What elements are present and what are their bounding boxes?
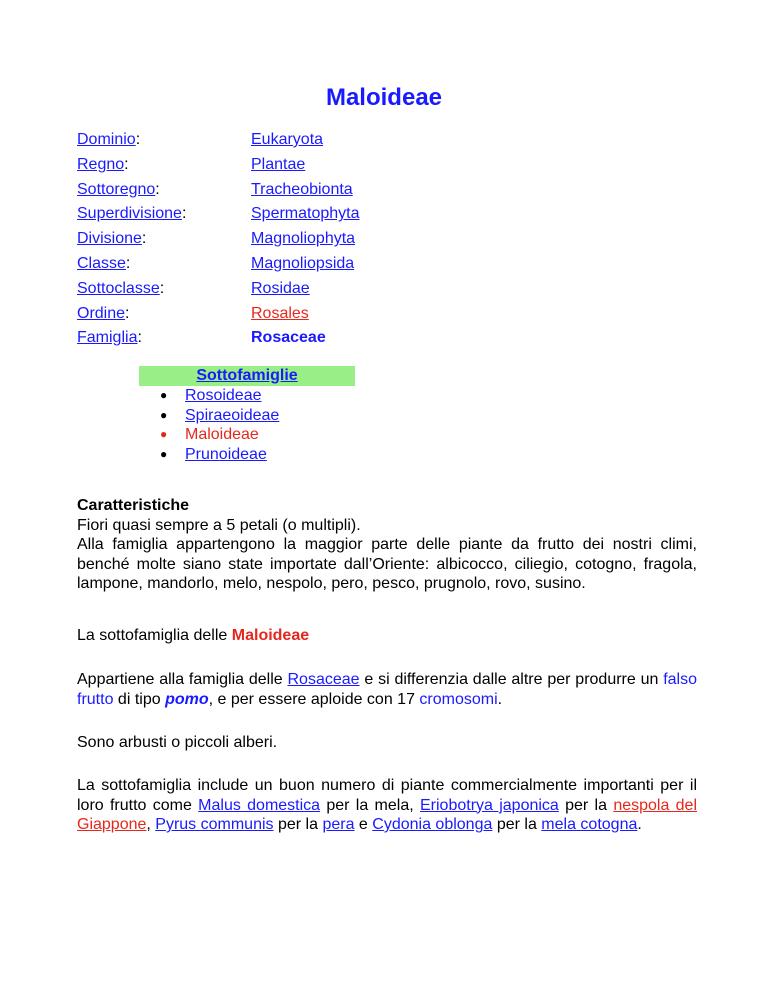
rank-link-sottoregno[interactable]: Sottoregno: [77, 180, 156, 198]
value-link-eukaryota[interactable]: Eukaryota: [251, 131, 324, 148]
p1-text-3: di tipo: [113, 690, 166, 708]
value-link-magnoliophyta[interactable]: Magnoliophyta: [251, 230, 356, 248]
colon: :: [125, 254, 131, 272]
link-pera[interactable]: pera: [322, 816, 355, 833]
p1-text-4: , e per essere aploide con 17: [208, 690, 420, 708]
value-link-rosales[interactable]: Rosales: [251, 304, 309, 322]
pomo-emphasis: pomo: [165, 690, 209, 708]
characteristics-heading: Caratteristiche: [77, 497, 190, 514]
list-item: [139, 445, 355, 465]
link-cromosomi[interactable]: cromosomi: [419, 690, 498, 708]
p3-text-7: per la: [492, 816, 542, 833]
bullet-icon: ●: [160, 388, 168, 402]
p3-text-2: per la mela,: [320, 796, 420, 814]
subfamily-link-spiraeoideae[interactable]: Spiraeoideae: [185, 406, 280, 424]
colon: :: [155, 180, 160, 198]
rank-link-sottoclasse[interactable]: Sottoclasse: [77, 279, 160, 297]
list-item: [139, 386, 355, 406]
subfamily-maloideae-current[interactable]: Maloideae: [185, 426, 259, 443]
page-title: Maloideae: [325, 84, 443, 111]
link-malus-domestica[interactable]: Malus domestica: [198, 796, 321, 814]
link-mela-cotogna[interactable]: mela cotogna: [541, 816, 638, 833]
value-link-plantae[interactable]: Plantae: [251, 155, 306, 173]
p1-text-5: .: [497, 690, 503, 708]
rank-link-famiglia[interactable]: Famiglia: [77, 329, 138, 347]
value-rosaceae: Rosaceae: [251, 329, 326, 347]
subfamilies-header-link[interactable]: Sottofamiglie: [139, 366, 355, 386]
p3-text-3: per la: [558, 796, 614, 814]
link-cydonia-oblonga[interactable]: Cydonia oblonga: [372, 816, 493, 833]
subfamily-link-rosoideae[interactable]: Rosoideae: [185, 387, 262, 404]
rank-link-superdivisione[interactable]: Superdivisione: [77, 205, 182, 223]
link-pyrus-communis[interactable]: Pyrus communis: [155, 816, 274, 833]
paragraph-1: [77, 670, 697, 709]
p1-text-2: e si differenzia dalle altre per produrre un: [359, 671, 664, 688]
colon: :: [141, 230, 147, 248]
value-link-spermatophyta[interactable]: Spermatophyta: [251, 205, 360, 223]
characteristics-line-1: Fiori quasi sempre a 5 petali (o multipli).: [77, 516, 361, 534]
p1-text-1: Appartiene alla famiglia delle: [77, 671, 288, 688]
colon: :: [125, 304, 130, 322]
value-link-magnoliopsida[interactable]: Magnoliopsida: [251, 254, 355, 272]
colon: :: [181, 205, 187, 223]
bullet-icon: ●: [160, 446, 168, 461]
intro-highlight: Maloideae: [231, 627, 310, 644]
rank-link-regno[interactable]: Regno: [77, 155, 125, 173]
intro-text: La sottofamiglia delle: [77, 627, 232, 644]
colon: :: [135, 131, 141, 148]
characteristics-line-2: Alla famiglia appartengono la maggior parte delle piante da frutto dei nostri climi, benché molte siano state importate dall’Oriente: albicocco, ciliegio, cotogno, fragola, lampone, mandorlo, melo, nespolo, pero, pesco, prugnolo, rovo, susino.: [77, 536, 697, 592]
p3-text-5: per la: [273, 816, 323, 833]
list-item: [139, 425, 355, 445]
characteristics-section: [77, 496, 697, 594]
link-eriobotrya-japonica[interactable]: Eriobotrya japonica: [420, 796, 559, 814]
colon: :: [137, 329, 142, 347]
p3-text-8: .: [637, 816, 642, 833]
rank-link-dominio[interactable]: Dominio: [77, 131, 136, 148]
p3-text-4: ,: [146, 816, 156, 833]
link-rosaceae[interactable]: Rosaceae: [287, 671, 360, 688]
subfamilies-box: [139, 366, 355, 464]
p3-text-1: La sottofamiglia include un buon numero di piante commercialmente importanti per il loro frutto come: [77, 777, 697, 814]
p3-text-6: e: [354, 816, 373, 833]
rank-link-classe[interactable]: Classe: [77, 254, 126, 272]
value-link-rosidae[interactable]: Rosidae: [251, 279, 310, 297]
subfamilies-list: [139, 386, 355, 464]
link-nespola-del-giappone[interactable]: nespola del Giappone: [77, 796, 698, 833]
rank-link-divisione[interactable]: Divisione: [77, 230, 142, 248]
rank-link-ordine[interactable]: Ordine: [77, 304, 126, 322]
colon: :: [124, 155, 129, 173]
bullet-icon: ●: [160, 407, 168, 422]
paragraph-2: Sono arbusti o piccoli alberi.: [77, 734, 278, 751]
paragraph-3: [77, 776, 697, 835]
list-item: [139, 406, 355, 426]
link-falso-frutto[interactable]: falso frutto: [77, 671, 697, 708]
value-link-tracheobionta[interactable]: Tracheobionta: [251, 180, 353, 198]
bullet-icon: ●: [160, 427, 168, 441]
intro-paragraph: [77, 626, 697, 646]
subfamily-link-prunoideae[interactable]: Prunoideae: [185, 445, 267, 463]
colon: :: [159, 279, 165, 297]
